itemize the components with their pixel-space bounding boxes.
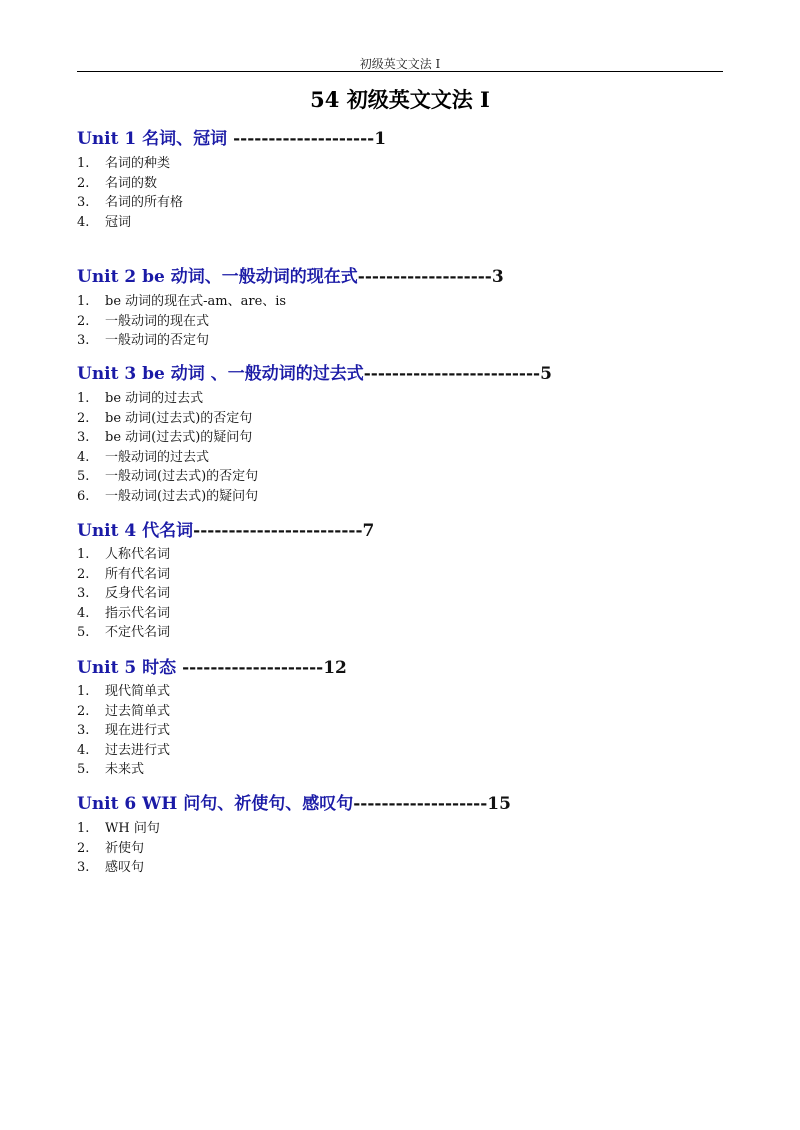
list-item bbox=[77, 428, 258, 448]
header-rule bbox=[77, 71, 723, 72]
item-text: 感叹句 bbox=[105, 860, 145, 876]
item-number: 4. bbox=[77, 214, 90, 230]
item-text: WH 问句 bbox=[105, 821, 160, 836]
list-item bbox=[77, 467, 258, 487]
list-item bbox=[77, 702, 170, 722]
page-number: 3 bbox=[491, 267, 504, 287]
item-number: 1. bbox=[77, 684, 90, 699]
unit-1-items bbox=[77, 154, 183, 232]
item-number: 2. bbox=[77, 840, 90, 856]
item-text: 祈使句 bbox=[105, 840, 145, 856]
unit-4-heading bbox=[77, 516, 374, 541]
item-number: 4. bbox=[77, 449, 90, 465]
list-item bbox=[77, 487, 258, 507]
unit-2-heading bbox=[77, 262, 504, 287]
list-item bbox=[77, 721, 170, 741]
leader-dashes: ------------------- bbox=[353, 794, 488, 814]
item-text: be 动词(过去式)的疑问句 bbox=[105, 430, 253, 446]
item-number: 3. bbox=[77, 723, 90, 739]
list-item bbox=[77, 760, 170, 780]
unit-6-heading bbox=[77, 789, 511, 814]
item-number: 3. bbox=[77, 195, 90, 211]
list-item bbox=[77, 292, 286, 312]
unit-label: Unit 2 be 动词、一般动词的现在式 bbox=[77, 267, 358, 287]
list-item bbox=[77, 331, 286, 351]
item-number: 4. bbox=[77, 605, 90, 621]
page-number: 7 bbox=[362, 521, 375, 541]
item-number: 2. bbox=[77, 410, 90, 426]
list-item bbox=[77, 623, 170, 643]
leader-dashes: -------------------- bbox=[182, 658, 324, 678]
item-text: 一般动词(过去式)的否定句 bbox=[105, 469, 259, 485]
item-number: 3. bbox=[77, 430, 90, 446]
running-header: 初级英文文法 Ⅰ bbox=[359, 57, 441, 71]
item-number: 1. bbox=[77, 294, 90, 309]
list-item bbox=[77, 409, 258, 429]
item-text: be 动词(过去式)的否定句 bbox=[105, 410, 253, 426]
item-text: 名词的种类 bbox=[105, 156, 171, 171]
item-text: 一般动词的现在式 bbox=[105, 313, 210, 329]
leader-dashes: -------------------- bbox=[233, 129, 375, 149]
list-item bbox=[77, 819, 160, 839]
item-text: 一般动词的过去式 bbox=[105, 449, 210, 465]
item-text: 未来式 bbox=[105, 762, 145, 778]
item-number: 1. bbox=[77, 156, 90, 171]
unit-5-items bbox=[77, 682, 170, 780]
item-text: 过去进行式 bbox=[105, 742, 171, 758]
item-text: 一般动词的否定句 bbox=[105, 333, 210, 349]
list-item bbox=[77, 545, 170, 565]
list-item bbox=[77, 565, 170, 585]
unit-label: Unit 4 代名词 bbox=[77, 521, 194, 541]
list-item bbox=[77, 604, 170, 624]
item-text: be 动词的过去式 bbox=[105, 391, 204, 406]
item-number: 5. bbox=[77, 625, 90, 641]
item-text: 所有代名词 bbox=[105, 566, 171, 582]
unit-4-items bbox=[77, 545, 170, 643]
item-number: 1. bbox=[77, 821, 90, 836]
list-item bbox=[77, 213, 183, 233]
item-number: 3. bbox=[77, 333, 90, 349]
unit-label: Unit 5 时态 bbox=[77, 658, 183, 678]
list-item bbox=[77, 174, 183, 194]
list-item bbox=[77, 839, 160, 859]
item-number: 2. bbox=[77, 566, 90, 582]
list-item bbox=[77, 154, 183, 174]
item-number: 3. bbox=[77, 860, 90, 876]
item-text: 指示代名词 bbox=[105, 605, 171, 621]
list-item bbox=[77, 741, 170, 761]
list-item bbox=[77, 448, 258, 468]
list-item bbox=[77, 682, 170, 702]
item-text: 现代简单式 bbox=[105, 684, 171, 699]
item-text: 一般动词(过去式)的疑问句 bbox=[105, 488, 259, 504]
item-text: 人称代名词 bbox=[105, 547, 171, 562]
item-text: be 动词的现在式-am、are、is bbox=[105, 294, 287, 309]
item-number: 1. bbox=[77, 547, 90, 562]
page-number: 12 bbox=[323, 658, 347, 678]
page-number: 15 bbox=[487, 794, 511, 814]
item-number: 5. bbox=[77, 469, 90, 485]
item-number: 2. bbox=[77, 313, 90, 329]
item-text: 冠词 bbox=[105, 214, 132, 230]
page-number: 1 bbox=[374, 129, 387, 149]
item-text: 过去简单式 bbox=[105, 703, 171, 719]
unit-2-items bbox=[77, 292, 286, 351]
list-item bbox=[77, 312, 286, 332]
item-number: 4. bbox=[77, 742, 90, 758]
list-item bbox=[77, 858, 160, 878]
item-text: 反身代名词 bbox=[105, 586, 171, 602]
item-number: 2. bbox=[77, 175, 90, 191]
unit-label: Unit 6 WH 问句、祈使句、感叹句 bbox=[77, 794, 354, 814]
item-number: 3. bbox=[77, 586, 90, 602]
leader-dashes: ------------------------ bbox=[193, 521, 363, 541]
unit-5-heading bbox=[77, 653, 347, 678]
item-number: 6. bbox=[77, 488, 90, 504]
unit-3-items bbox=[77, 389, 258, 507]
unit-label: Unit 3 be 动词 、一般动词的过去式 bbox=[77, 364, 364, 384]
leader-dashes: ------------------- bbox=[357, 267, 492, 287]
page-title: 54 初级英文文法 Ⅰ bbox=[310, 87, 490, 112]
item-number: 2. bbox=[77, 703, 90, 719]
list-item bbox=[77, 389, 258, 409]
item-text: 现在进行式 bbox=[105, 723, 171, 739]
list-item bbox=[77, 584, 170, 604]
leader-dashes: ------------------------- bbox=[363, 364, 541, 384]
item-number: 1. bbox=[77, 391, 90, 406]
unit-3-heading bbox=[77, 359, 552, 384]
item-text: 名词的所有格 bbox=[105, 195, 184, 211]
item-text: 不定代名词 bbox=[105, 625, 171, 641]
unit-1-heading bbox=[77, 124, 386, 149]
item-text: 名词的数 bbox=[105, 175, 158, 191]
item-number: 5. bbox=[77, 762, 90, 778]
page-number: 5 bbox=[540, 364, 552, 384]
unit-6-items bbox=[77, 819, 160, 878]
unit-label: Unit 1 名词、冠词 bbox=[77, 129, 234, 149]
list-item bbox=[77, 193, 183, 213]
